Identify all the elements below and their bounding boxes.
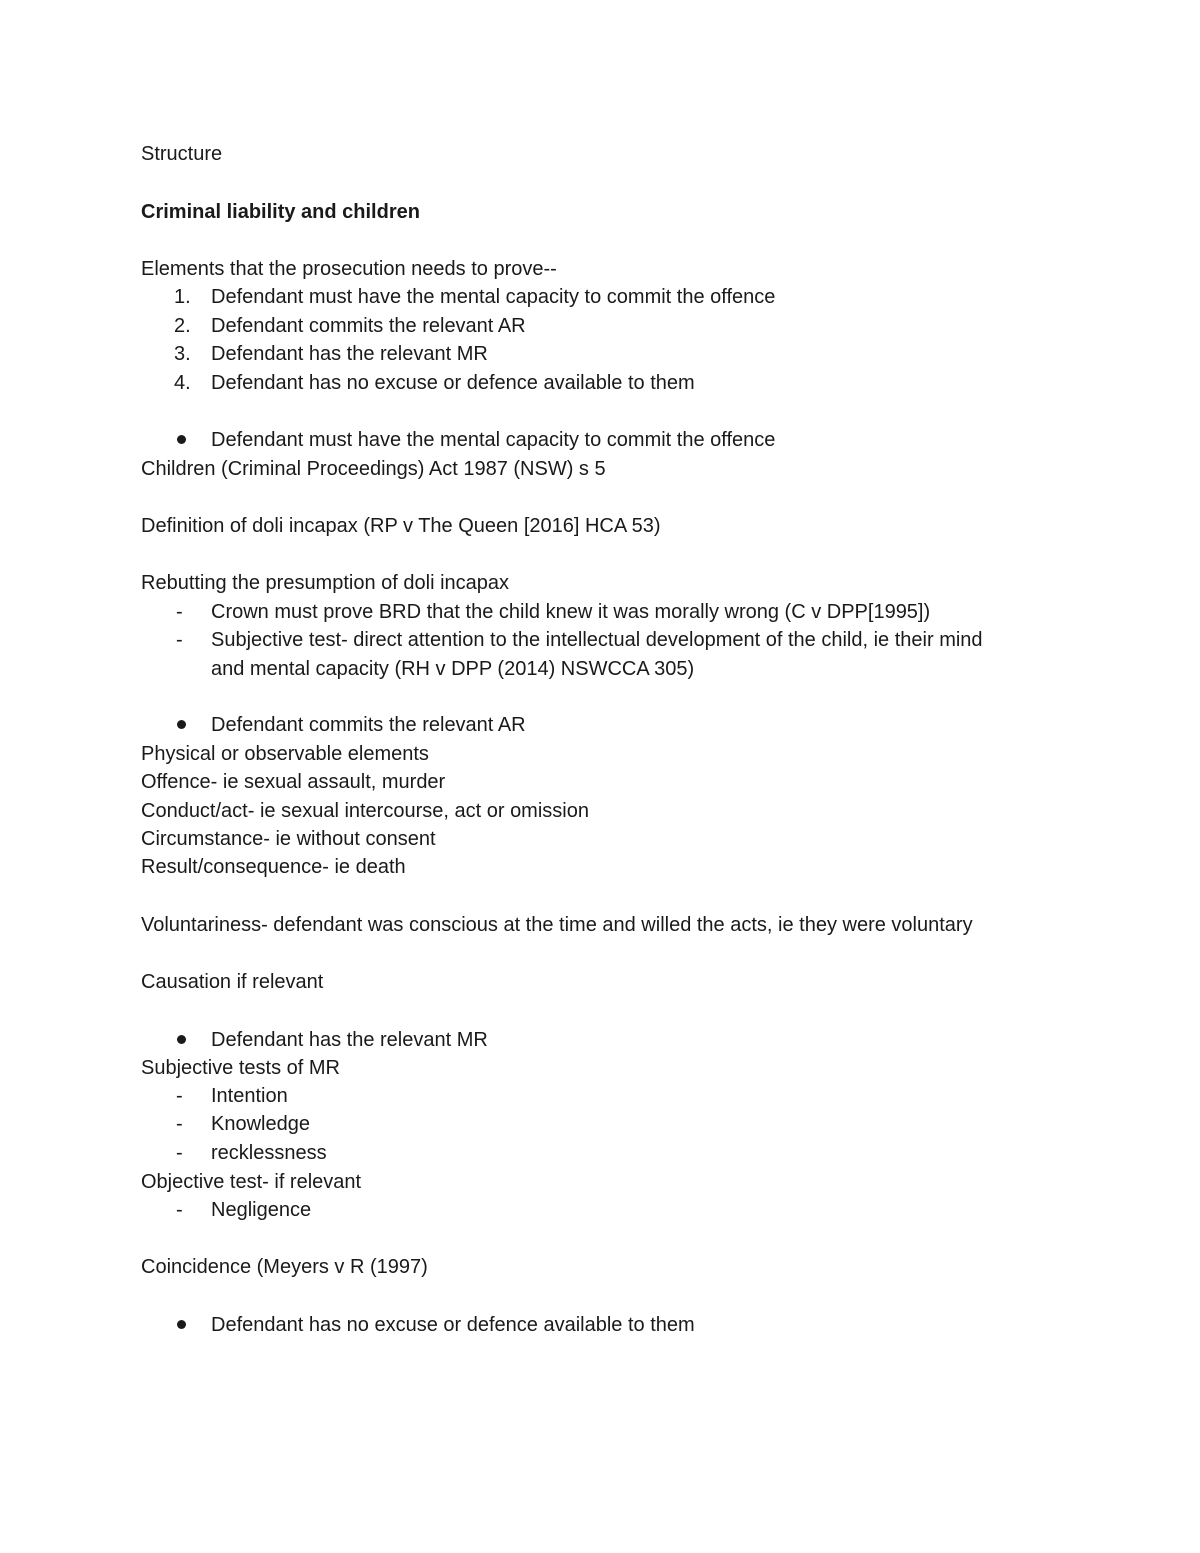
- section-bullet-defence: Defendant has no excuse or defence available to them: [211, 1314, 695, 1336]
- bullet-icon: [177, 720, 186, 729]
- objective-heading: Objective test- if relevant: [141, 1171, 362, 1193]
- list-item: Intention: [211, 1085, 288, 1107]
- list-item-continuation: and mental capacity (RH v DPP (2014) NSWCCA 305): [211, 658, 695, 680]
- dash-marker: -: [176, 629, 183, 651]
- list-number: 3.: [174, 343, 191, 365]
- dash-marker: -: [176, 1085, 183, 1107]
- list-item: Knowledge: [211, 1113, 310, 1135]
- dash-marker: -: [176, 1199, 183, 1221]
- voluntariness-line: Voluntariness- defendant was conscious at the time and willed the acts, ie they were voluntary: [141, 914, 973, 936]
- list-item: Subjective test- direct attention to the intellectual development of the child, ie their mind: [211, 629, 983, 651]
- doc-heading: Criminal liability and children: [141, 201, 420, 223]
- section-bullet-mr: Defendant has the relevant MR: [211, 1029, 488, 1051]
- section-bullet-mental-capacity: Defendant must have the mental capacity to commit the offence: [211, 429, 776, 451]
- list-item: Negligence: [211, 1199, 312, 1221]
- elements-intro: Elements that the prosecution needs to prove--: [141, 258, 557, 280]
- definition-line: Definition of doli incapax (RP v The Queen [2016] HCA 53): [141, 515, 661, 537]
- section-bullet-ar: Defendant commits the relevant AR: [211, 714, 526, 736]
- dash-marker: -: [176, 1113, 183, 1135]
- list-number: 1.: [174, 286, 191, 308]
- bullet-icon: [177, 1035, 186, 1044]
- text-line: Circumstance- ie without consent: [141, 828, 436, 850]
- dash-marker: -: [176, 601, 183, 623]
- dash-marker: -: [176, 1142, 183, 1164]
- list-number: 2.: [174, 315, 191, 337]
- list-item: Defendant must have the mental capacity to commit the offence: [211, 286, 776, 308]
- list-number: 4.: [174, 372, 191, 394]
- list-item: Defendant has the relevant MR: [211, 343, 488, 365]
- doc-label: Structure: [141, 143, 223, 165]
- text-line: Offence- ie sexual assault, murder: [141, 771, 446, 793]
- coincidence-line: Coincidence (Meyers v R (1997): [141, 1256, 428, 1278]
- list-item: Defendant commits the relevant AR: [211, 315, 526, 337]
- text-line: Physical or observable elements: [141, 743, 429, 765]
- subjective-heading: Subjective tests of MR: [141, 1057, 340, 1079]
- text-line: Result/consequence- ie death: [141, 856, 406, 878]
- act-reference: Children (Criminal Proceedings) Act 1987 (NSW) s 5: [141, 458, 606, 480]
- text-line: Conduct/act- ie sexual intercourse, act or omission: [141, 800, 589, 822]
- list-item: Defendant has no excuse or defence available to them: [211, 372, 695, 394]
- list-item: Crown must prove BRD that the child knew it was morally wrong (C v DPP[1995]): [211, 601, 931, 623]
- causation-line: Causation if relevant: [141, 971, 324, 993]
- list-item: recklessness: [211, 1142, 327, 1164]
- rebut-heading: Rebutting the presumption of doli incapax: [141, 572, 510, 594]
- bullet-icon: [177, 1320, 186, 1329]
- bullet-icon: [177, 435, 186, 444]
